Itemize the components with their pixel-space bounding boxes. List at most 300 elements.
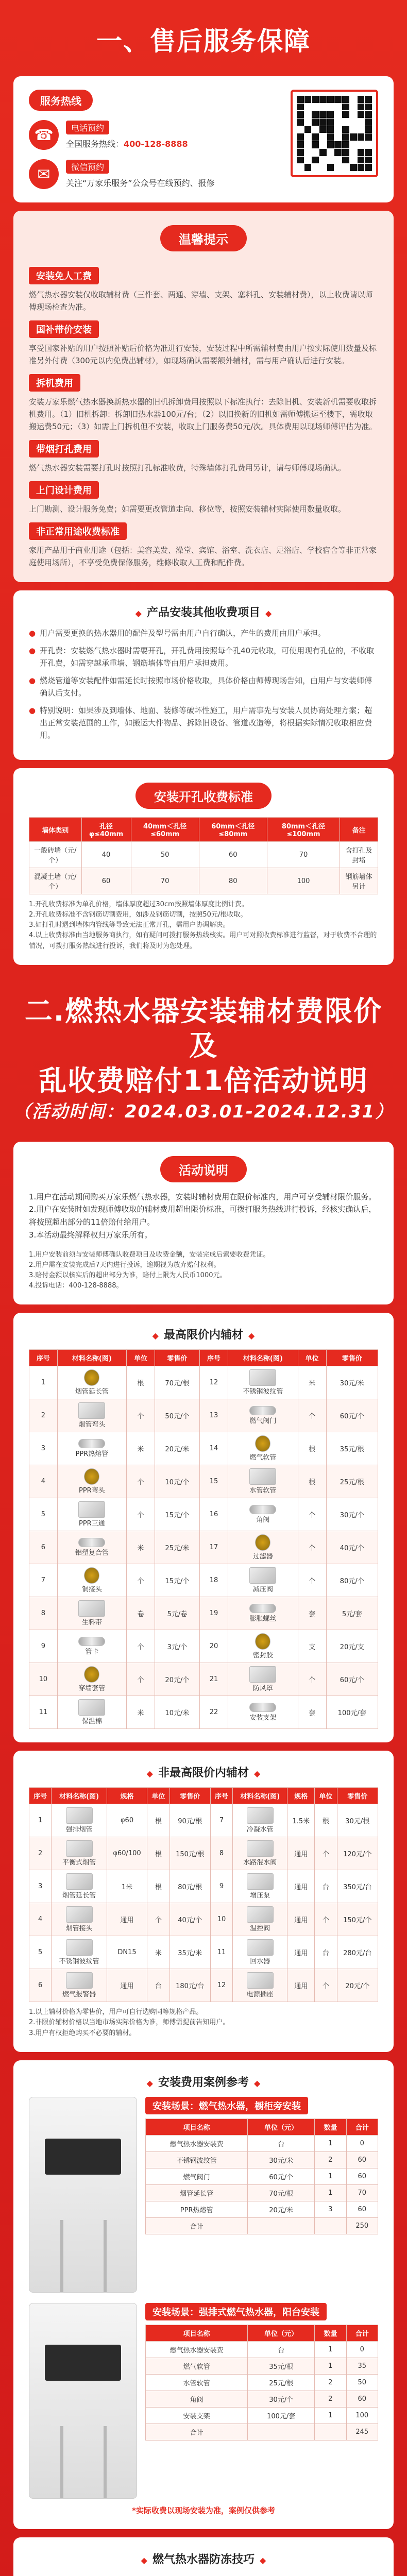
- activity-paragraph: 3.本活动最终解释权归万家乐所有。: [29, 1230, 152, 1240]
- table-cell: 70: [131, 868, 199, 894]
- tip-text: 享受国家补贴的用户按照补贴后价格为准进行安装，安装过程中所需辅材费由用户按实际使用数量及标准另外付费（300元以内免费出辅材），如现场确认需要额外辅材，需与用户确认后进行安装。: [29, 344, 377, 365]
- table-header-cell: 规格: [107, 1788, 147, 1804]
- table-cell: [248, 2217, 315, 2234]
- bullet-icon: ●: [29, 676, 36, 685]
- activity-rule: 4.投诉电话：400-128-8888。: [29, 1282, 123, 1290]
- table-cell: 燃气软管: [146, 2358, 248, 2374]
- material-image: [249, 1406, 276, 1415]
- table-cell: 40元/个: [326, 1531, 378, 1564]
- table-cell: 14: [200, 1432, 228, 1465]
- wechat-text: 关注“万家乐服务”公众号在线预约、报修: [66, 178, 215, 188]
- table-cell: 10: [29, 1663, 58, 1696]
- charge-item: [29, 674, 378, 699]
- table-cell: 245: [346, 2424, 378, 2440]
- activity-paragraphs: [29, 1191, 378, 1242]
- charge-text: 特别说明：如果涉及到墙体、地面、装修等破坏性施工，用户需事先与安装人员协商处理方案；超出正常安装范围的工作，如搬运大件物品、拆除旧设备、管道改造等，将根据实际情况收取相应费用。: [40, 706, 372, 740]
- table-cell: [233, 1903, 287, 1936]
- tip-item: [29, 515, 378, 569]
- table-cell: [52, 1903, 107, 1936]
- tip-item: [29, 367, 378, 433]
- material-name: 燃气软管: [249, 1454, 277, 1462]
- material-name: 平衡式烟管: [62, 1859, 96, 1867]
- nonlimited-note: 2.非限价辅材价格以当地市场实际价格为准，师傅需提前告知用户。: [29, 2019, 230, 2027]
- phone-prefix: 全国服务热线：: [66, 139, 124, 149]
- material-name: 铜接头: [81, 1586, 102, 1594]
- table-header-cell: 零售价: [326, 1350, 378, 1366]
- table-cell: PPR热熔管: [146, 2201, 248, 2217]
- case2-row: [146, 2374, 378, 2391]
- material-name: 不锈钢波纹管: [59, 1958, 99, 1966]
- case1-desc: 燃气热水器，橱柜旁安装: [199, 2100, 301, 2112]
- table-header-cell: 数量: [315, 2325, 346, 2341]
- table-cell: 25元/根: [326, 1465, 378, 1498]
- table-cell: 20: [200, 1630, 228, 1663]
- material-image: [255, 1534, 270, 1551]
- table-cell: 个: [315, 1969, 337, 2002]
- warm-tips-card: [13, 211, 394, 582]
- table-cell: 角阀: [146, 2391, 248, 2407]
- table-cell: 70: [267, 842, 340, 868]
- table-cell: 根: [298, 1465, 326, 1498]
- table-cell: 米: [126, 1696, 155, 1729]
- table-cell: 30元/米: [248, 2151, 315, 2168]
- table-cell: 0: [346, 2341, 378, 2358]
- hotline-title: 服务热线: [29, 90, 93, 111]
- drill-row: [29, 842, 378, 868]
- table-cell: [228, 1597, 298, 1630]
- bullet-icon: ●: [29, 629, 36, 638]
- table-cell: [233, 1837, 287, 1870]
- table-header-cell: 备注: [340, 818, 378, 842]
- material-name: 过滤器: [252, 1553, 273, 1561]
- table-cell: 1: [315, 2135, 346, 2151]
- phone-number[interactable]: 400-128-8888: [124, 139, 188, 149]
- table-cell: 35元/米: [169, 1936, 210, 1969]
- table-cell: 20元/米: [155, 1432, 199, 1465]
- activity-rules: [29, 1250, 378, 1292]
- material-image: [78, 1501, 105, 1518]
- table-cell: 个: [315, 1903, 337, 1936]
- section2-title-line1: 二.燃热水器安装辅材费限价及: [24, 994, 383, 1062]
- activity-card: [13, 1142, 394, 1305]
- table-cell: 20元/个: [155, 1663, 199, 1696]
- material-image: [66, 1972, 93, 1989]
- tip-tag: 带烟打孔费用: [29, 440, 99, 457]
- table-cell: [233, 1936, 287, 1969]
- material-image: [249, 1703, 276, 1712]
- table-cell: 3: [29, 1870, 52, 1903]
- table-cell: 8: [29, 1597, 58, 1630]
- drill-row: [29, 868, 378, 894]
- table-cell: 16: [200, 1498, 228, 1531]
- tip-item: [29, 433, 378, 474]
- charge-text: 开孔费：安装燃气热水器时需要开孔，开孔费用按照每个孔40元收取，可使用现有孔位的，不收取开孔费，如需穿越承重墙、钢筋墙体等由用户承担费用。: [40, 646, 375, 668]
- table-cell: 1: [315, 2341, 346, 2358]
- material-name: 温控阀: [250, 1925, 270, 1933]
- material-image: [247, 1906, 274, 1923]
- table-cell: 60: [346, 2391, 378, 2407]
- table-cell: 12: [210, 1969, 232, 2002]
- case2-table: [145, 2325, 378, 2441]
- case1-row: [146, 2135, 378, 2151]
- case2-row: [146, 2341, 378, 2358]
- material-name: PPR热熔管: [75, 1450, 109, 1459]
- nonlimited-row: [29, 1837, 378, 1870]
- table-cell: [228, 1531, 298, 1564]
- table-cell: 1: [315, 2407, 346, 2424]
- case2-row: [146, 2424, 378, 2440]
- table-cell: [52, 1804, 107, 1837]
- activity-title: 活动说明: [160, 1156, 247, 1182]
- table-cell: [57, 1630, 126, 1663]
- table-cell: 80: [199, 868, 267, 894]
- table-cell: 1: [29, 1804, 52, 1837]
- table-header-cell: 合计: [346, 2325, 378, 2341]
- table-cell: 台: [248, 2135, 315, 2151]
- material-image: [249, 1604, 276, 1613]
- table-cell: 个: [298, 1399, 326, 1432]
- nonlimited-notes: [29, 2007, 378, 2038]
- case1-row: [146, 2217, 378, 2234]
- table-header-cell: 孔径φ≤40mm: [81, 818, 131, 842]
- table-cell: 60元/个: [326, 1663, 378, 1696]
- limited-row: [29, 1465, 378, 1498]
- table-cell: [57, 1465, 126, 1498]
- table-cell: 10: [210, 1903, 232, 1936]
- material-name: 水管软管: [249, 1487, 277, 1495]
- table-cell: 通用: [287, 1903, 315, 1936]
- table-cell: 15: [200, 1465, 228, 1498]
- table-cell: 米: [126, 1531, 155, 1564]
- table-cell: 9: [29, 1630, 58, 1663]
- table-cell: 水管软管: [146, 2374, 248, 2391]
- table-cell: [315, 2217, 346, 2234]
- table-header-cell: 材料名称(图): [52, 1788, 107, 1804]
- drill-notes: [29, 900, 378, 952]
- case2-title: 安装场景：: [152, 2307, 199, 2318]
- phone-label: 电话预约: [66, 121, 109, 134]
- table-cell: 70元/根: [155, 1366, 199, 1399]
- nonlimited-row: [29, 1804, 378, 1837]
- material-name: 回水器: [250, 1958, 270, 1966]
- table-cell: 台: [147, 1969, 169, 2002]
- case1-title: 安装场景：: [152, 2100, 199, 2112]
- material-name: 烟管延长管: [62, 1892, 96, 1900]
- table-cell: 22: [200, 1696, 228, 1729]
- table-header-cell: 80mm＜孔径≤100mm: [267, 818, 340, 842]
- material-name: 燃气报警器: [62, 1991, 96, 1999]
- table-cell: 60: [346, 2201, 378, 2217]
- table-cell: [52, 1870, 107, 1903]
- nonlimited-row: [29, 1870, 378, 1903]
- table-cell: 台: [315, 1936, 337, 1969]
- charge-text: 燃烧管道等安装配件如需延长时按照市场价格收取，具体价格由师傅现场告知，由用户与安装师傅确认后支付。: [40, 676, 372, 698]
- table-header-cell: 序号: [29, 1350, 58, 1366]
- qr-code[interactable]: [291, 90, 378, 177]
- nonlimited-table: [29, 1787, 378, 2002]
- table-cell: 280元/台: [337, 1936, 378, 1969]
- table-cell: 60: [199, 842, 267, 868]
- table-cell: 25元/根: [248, 2374, 315, 2391]
- table-cell: 3: [29, 1432, 58, 1465]
- material-name: 安装支架: [249, 1714, 277, 1722]
- activity-paragraph: 2.用户在安装时如发现师傅收取的辅材费用超出限价标准，可拨打服务热线进行投诉，经核实确认后，将按照超出部分的11倍赔付给用户。: [29, 1205, 377, 1227]
- case2-desc: 强排式燃气热水器，阳台安装: [199, 2307, 319, 2318]
- drill-table-title: 安装开孔收费标准: [135, 783, 272, 809]
- table-cell: 不锈钢波纹管: [146, 2151, 248, 2168]
- wechat-row[interactable]: [29, 159, 280, 189]
- table-cell: 个: [298, 1531, 326, 1564]
- activity-rule: 3.赔付金额以核实后的超出部分为准，赔付上限为人民币1000元。: [29, 1271, 227, 1279]
- table-cell: 10元/个: [155, 1465, 199, 1498]
- tip-text: 燃气热水器安装需要打孔时按照打孔标准收费，特殊墙体打孔费用另计，请与师傅现场确认。: [29, 463, 346, 472]
- tip-tag: 安装免人工费: [29, 267, 99, 284]
- case2-row: [146, 2391, 378, 2407]
- limited-row: [29, 1564, 378, 1597]
- table-header-cell: 规格: [287, 1788, 315, 1804]
- table-cell: 合计: [146, 2217, 248, 2234]
- table-cell: 90元/根: [169, 1804, 210, 1837]
- table-cell: 米: [147, 1936, 169, 1969]
- case-card: [13, 2060, 394, 2529]
- nonlimited-note: 3.用户有权拒绝购买不必要的辅材。: [29, 2029, 136, 2037]
- tip-text: 家用产品用于商业用途（包括：美容美发、澡堂、宾馆、浴室、洗衣店、足浴店、学校宿舍等非正常家庭使用场所），不享受免费保修服务，维修收取人工费和配件费。: [29, 546, 377, 567]
- limited-row: [29, 1630, 378, 1663]
- tip-item: [29, 313, 378, 367]
- phone-icon: ☎: [29, 120, 59, 150]
- table-cell: 13: [200, 1399, 228, 1432]
- table-cell: 烟管延长管: [146, 2184, 248, 2201]
- table-cell: 个: [298, 1663, 326, 1696]
- table-cell: [248, 2424, 315, 2440]
- material-name: 不锈钢波纹管: [243, 1388, 283, 1396]
- table-cell: 20元/个: [337, 1969, 378, 2002]
- limited-row: [29, 1366, 378, 1399]
- material-name: 冷凝水管: [246, 1826, 274, 1834]
- material-image: [255, 1435, 270, 1452]
- table-cell: 40: [81, 842, 131, 868]
- table-cell: 1: [29, 1366, 58, 1399]
- drill-table: [29, 817, 378, 894]
- table-cell: [228, 1696, 298, 1729]
- limited-table-card: [13, 1313, 394, 1742]
- table-cell: 12: [200, 1366, 228, 1399]
- table-cell: 30元/米: [326, 1366, 378, 1399]
- material-image: [78, 1538, 105, 1547]
- table-header-cell: 单位: [298, 1350, 326, 1366]
- table-cell: 150元/个: [337, 1903, 378, 1936]
- activity-paragraph: 1.用户在活动期间购买万家乐燃气热水器，安装时辅材费用在限价标准内，用户可享受辅材限价服务。: [29, 1192, 377, 1201]
- section1-title: 一、售后服务保障: [96, 26, 311, 56]
- material-image: [66, 1939, 93, 1956]
- material-image: [255, 1633, 270, 1650]
- section2-title-line2: 乱收费赔付11倍活动说明: [39, 1064, 368, 1097]
- material-name: 水路混水阀: [243, 1859, 277, 1867]
- table-cell: 180元/台: [169, 1969, 210, 2002]
- table-cell: 100: [346, 2407, 378, 2424]
- material-name: 管卡: [85, 1648, 99, 1656]
- drill-table-card: [13, 768, 394, 965]
- wechat-label: 微信预约: [66, 160, 109, 174]
- material-image: [78, 1637, 105, 1646]
- table-cell: 70: [346, 2184, 378, 2201]
- table-header-cell: 单位（元）: [248, 2119, 315, 2135]
- table-header-cell: 序号: [200, 1350, 228, 1366]
- table-cell: 2: [29, 1837, 52, 1870]
- table-cell: 20元/支: [326, 1630, 378, 1663]
- material-image: [78, 1699, 105, 1716]
- table-cell: 2: [315, 2391, 346, 2407]
- table-cell: 通用: [107, 1969, 147, 2002]
- table-cell: 70元/根: [248, 2184, 315, 2201]
- material-image: [78, 1600, 105, 1617]
- material-name: 减压阀: [252, 1586, 273, 1594]
- table-cell: [57, 1531, 126, 1564]
- table-cell: 卷: [126, 1597, 155, 1630]
- limited-row: [29, 1663, 378, 1696]
- table-cell: 50: [131, 842, 199, 868]
- tip-tag: 拆机费用: [29, 374, 80, 392]
- tip-text: 燃气热水器安装仅收取辅材费（三件套、两通、穿墙、支架、塞料孔、安装辅材费），以上收费请以师傅现场检查为准。: [29, 290, 373, 312]
- table-cell: 50元/个: [155, 1399, 199, 1432]
- table-cell: 35: [346, 2358, 378, 2374]
- table-cell: 6: [29, 1969, 52, 2002]
- table-cell: 个: [126, 1630, 155, 1663]
- table-cell: 通用: [107, 1903, 147, 1936]
- material-image: [84, 1567, 99, 1584]
- table-cell: 5: [29, 1498, 58, 1531]
- material-image: [66, 1873, 93, 1890]
- tip-tag: 非正常用途收费标准: [29, 522, 127, 540]
- table-cell: [228, 1399, 298, 1432]
- table-cell: [52, 1837, 107, 1870]
- case1-row: [146, 2168, 378, 2184]
- table-cell: 个: [126, 1498, 155, 1531]
- table-cell: [228, 1498, 298, 1531]
- material-image: [249, 1666, 276, 1683]
- table-cell: 一般砖墙（元/个）: [29, 842, 82, 868]
- material-image: [249, 1567, 276, 1584]
- table-cell: 0: [346, 2135, 378, 2151]
- antifreeze-card: [13, 2537, 394, 2576]
- table-cell: 个: [126, 1564, 155, 1597]
- tip-text: 安装万家乐燃气热水器换新热水器的旧机拆卸费用按照以下标准执行：去除旧机、安装新机需要收取拆机费用。（1）旧机拆卸：拆卸旧热水器100元/台；（2）以旧换新的旧机如需师傅搬运至楼下，需收取搬运费50元；（3）如需上门拆机但不安装，收取上门服务费50元/次。具体费用以现场师傅评估为准。: [29, 397, 377, 431]
- table-cell: 6: [29, 1531, 58, 1564]
- table-cell: [57, 1564, 126, 1597]
- table-cell: 个: [126, 1465, 155, 1498]
- table-cell: 25元/米: [155, 1531, 199, 1564]
- table-cell: 个: [315, 1837, 337, 1870]
- activity-rule: 1.用户安装前须与安装师傅确认收费项目及收费金额，安装完成后索要收费凭证。: [29, 1250, 270, 1259]
- table-cell: 根: [147, 1837, 169, 1870]
- table-cell: 11: [29, 1696, 58, 1729]
- table-cell: 30元/个: [248, 2391, 315, 2407]
- table-cell: 5: [29, 1936, 52, 1969]
- material-image: [66, 1840, 93, 1857]
- table-cell: 5元/套: [326, 1597, 378, 1630]
- table-header-cell: 材料名称(图): [228, 1350, 298, 1366]
- table-cell: [228, 1663, 298, 1696]
- tips-list: [29, 260, 378, 569]
- table-cell: 120元/个: [337, 1837, 378, 1870]
- table-cell: 根: [147, 1870, 169, 1903]
- table-cell: 燃气阀门: [146, 2168, 248, 2184]
- table-cell: [52, 1969, 107, 2002]
- table-cell: 80元/根: [169, 1870, 210, 1903]
- charge-item: [29, 704, 378, 741]
- table-cell: 燃气热水器安装费: [146, 2135, 248, 2151]
- table-header-cell: 墙体类别: [29, 818, 82, 842]
- antifreeze-intro: [29, 2574, 378, 2576]
- table-header-cell: 单位: [315, 1788, 337, 1804]
- case-note: *实际收费以现场安装为准，案例仅供参考: [132, 2505, 275, 2515]
- bullet-icon: ●: [29, 646, 36, 655]
- table-header-cell: 零售价: [169, 1788, 210, 1804]
- material-image: [247, 1807, 274, 1824]
- table-cell: 250: [346, 2217, 378, 2234]
- case1-row: [146, 2201, 378, 2217]
- case1-row: [146, 2184, 378, 2201]
- table-cell: 60: [346, 2168, 378, 2184]
- table-cell: 1: [315, 2358, 346, 2374]
- drill-note: 1.开孔收费标准为单孔价格，墙体厚度超过30cm按照墙体厚度比例计费。: [29, 901, 248, 908]
- table-header-cell: 项目名称: [146, 2325, 248, 2341]
- table-header-cell: 60mm＜孔径≤80mm: [199, 818, 267, 842]
- table-header-cell: 零售价: [337, 1788, 378, 1804]
- tip-item: [29, 474, 378, 515]
- table-cell: 11: [210, 1936, 232, 1969]
- table-cell: 通用: [287, 1870, 315, 1903]
- table-cell: 7: [29, 1564, 58, 1597]
- material-image: [247, 1840, 274, 1857]
- table-cell: 2: [29, 1399, 58, 1432]
- table-cell: 60元/个: [248, 2168, 315, 2184]
- activity-rule: 2.用户需在安装完成后7天内进行投诉，逾期视为放弃赔付权利。: [29, 1261, 221, 1269]
- table-cell: 个: [126, 1399, 155, 1432]
- limited-row: [29, 1531, 378, 1564]
- antifreeze-title: ◆ 燃气热水器防冻技巧 ◆: [29, 2551, 378, 2567]
- material-name: 烟管弯头: [78, 1421, 106, 1429]
- table-cell: 通用: [287, 1837, 315, 1870]
- table-cell: 1.5米: [287, 1804, 315, 1837]
- material-image: [66, 1807, 93, 1824]
- table-header-cell: 序号: [29, 1788, 52, 1804]
- table-cell: 60元/个: [326, 1399, 378, 1432]
- nonlimited-table-title: ◆ 非最高限价内辅材 ◆: [29, 1764, 378, 1780]
- table-cell: 根: [147, 1804, 169, 1837]
- table-cell: 35元/根: [248, 2358, 315, 2374]
- table-cell: 3: [315, 2201, 346, 2217]
- table-cell: 台: [248, 2341, 315, 2358]
- table-cell: 80元/个: [326, 1564, 378, 1597]
- limited-table: [29, 1349, 378, 1729]
- material-image: [249, 1505, 276, 1514]
- material-image: [78, 1439, 105, 1448]
- table-cell: 含打孔及封堵: [340, 842, 378, 868]
- limited-row: [29, 1696, 378, 1729]
- table-cell: 18: [200, 1564, 228, 1597]
- material-name: 穿墙套管: [78, 1685, 106, 1693]
- table-cell: 35元/根: [326, 1432, 378, 1465]
- water-heater-image-1: [29, 2097, 137, 2293]
- warm-tips-title: 温馨提示: [160, 225, 247, 251]
- material-image: [249, 1468, 276, 1485]
- charge-item: [29, 627, 378, 639]
- table-header-cell: 项目名称: [146, 2119, 248, 2135]
- drill-note: 2.开孔收费标准不含钢筋切割费用，如涉及钢筋切割，按照50元/根收取。: [29, 911, 247, 919]
- phone-row[interactable]: [29, 120, 280, 150]
- nonlimited-row: [29, 1969, 378, 2002]
